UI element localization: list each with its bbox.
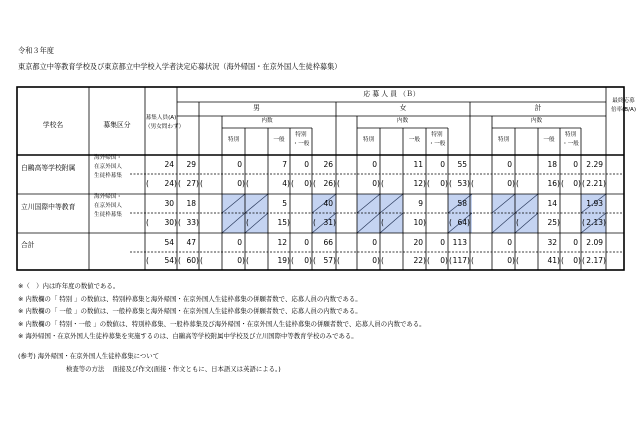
paren-close: ) [423, 256, 426, 265]
paren-open: ( [200, 179, 203, 188]
cell-cur-t_sp: 0 [507, 159, 512, 169]
paren-close: ) [196, 218, 199, 227]
header-female: 女 [399, 104, 407, 112]
fiscal-year: 令和３年度 [18, 46, 54, 55]
paren-close: ) [578, 256, 581, 265]
header-total-sg-1: 特別 [564, 132, 577, 138]
cell-cur-t_sg: 0 [573, 159, 578, 169]
paren-close: ) [423, 179, 426, 188]
cell-cur-m_sp: 0 [237, 159, 242, 169]
paren-open: ( [516, 256, 519, 265]
paren-open: ( [381, 179, 384, 188]
cell-prev-m: 33 [186, 218, 196, 227]
header-category: 募集区分 [103, 121, 131, 129]
paren-open: ( [582, 218, 585, 227]
reference-title: (参考) 海外帰国・在京外国人生徒枠募集について [18, 352, 160, 360]
paren-close: ) [287, 179, 290, 188]
cell-cur-cap: 54 [164, 237, 174, 247]
cell-cur-f_sg: 0 [440, 159, 445, 169]
cell-prev-f: 31 [323, 218, 333, 227]
paren-close: ) [512, 179, 515, 188]
paren-open: ( [313, 256, 316, 265]
reference-method: 検査等の方法 面接及び作文(面接・作文ともに、日本語又は英語による。) [66, 365, 281, 373]
paren-close: ) [445, 179, 448, 188]
row-category-tachikawa-3: 生徒枠募集 [94, 212, 122, 218]
header-female-sg-1: 特別 [431, 132, 443, 138]
header-male-sg-2: ・一般 [292, 141, 310, 147]
paren-close: ) [423, 218, 426, 227]
cell-cur-cap: 30 [164, 198, 174, 208]
row-category-hakuo-2: 在京外国人 [94, 164, 122, 170]
cell-cur-t: 55 [457, 159, 467, 169]
cell-cur-m: 47 [186, 237, 196, 247]
paren-close: ) [174, 218, 177, 227]
paren-close: ) [333, 218, 336, 227]
cell-prev-m_sp: 0 [237, 256, 242, 265]
cell-prev-m: 27 [186, 179, 196, 188]
cell-prev-f_gen: 12 [413, 179, 423, 188]
note-5: ※ 海外帰国・在京外国人生徒枠募集を実施するのは、白鷗高等学校附属中学校及び立川国際中等教育学校のみである。 [18, 332, 358, 340]
cell-prev-t_sp: 0 [507, 256, 512, 265]
paren-close: ) [242, 179, 245, 188]
header-male-general: 一般 [273, 137, 285, 143]
cell-prev-f: 57 [323, 256, 333, 265]
paren-open: ( [471, 179, 474, 188]
paren-open: ( [516, 218, 519, 227]
cell-prev-f_sg: 0 [440, 256, 445, 265]
paren-close: ) [333, 179, 336, 188]
paren-close: ) [333, 256, 336, 265]
header-applicants: 応 募 人 員 （Ｂ） [363, 90, 420, 98]
paren-open: ( [146, 218, 149, 227]
paren-open: ( [381, 256, 384, 265]
note-3: ※ 内数欄の「 一般 」の数値は、一般枠募集と海外帰国・在京外国人生徒枠募集の併願者数で、応募人員の内数である。 [18, 307, 362, 315]
cell-cur-f_gen: 20 [413, 237, 423, 247]
cell-prev-t_gen: 16 [547, 179, 557, 188]
paren-open: ( [246, 256, 249, 265]
header-ratio-1: 最終応募 [612, 98, 635, 104]
cell-prev-f_sp: 0 [372, 179, 377, 188]
paren-open: ( [471, 256, 474, 265]
paren-open: ( [582, 256, 585, 265]
note-4: ※ 内数欄の「 特別・一般 」の数値は、特別枠募集、一般枠募集及び海外帰国・在京外国人生徒枠募集の併願者数で、応募人員の内数である。 [18, 320, 426, 328]
cell-prev-f_gen: 22 [413, 256, 423, 265]
paren-close: ) [467, 179, 470, 188]
header-total-breakdown: 内数 [530, 118, 543, 124]
cell-cur-t: 113 [452, 237, 467, 247]
paren-open: ( [427, 179, 430, 188]
cell-prev-t_gen: 41 [547, 256, 557, 265]
paren-close: ) [578, 179, 581, 188]
paren-open: ( [337, 179, 340, 188]
paren-close: ) [445, 256, 448, 265]
note-2: ※ 内数欄の「 特別 」の数値は、特別枠募集と海外帰国・在京外国人生徒枠募集の併願者数で、応募人員の内数である。 [18, 295, 362, 303]
row-school-total: 合計 [21, 241, 35, 249]
header-total: 計 [534, 104, 542, 112]
header-total-special: 特別 [497, 137, 510, 143]
header-ratio-2: 倍率(B/A) [610, 107, 637, 113]
cell-cur-f_gen: 11 [413, 159, 423, 169]
header-male: 男 [253, 104, 260, 112]
paren-close: ) [377, 179, 380, 188]
paren-close: ) [174, 179, 177, 188]
paren-close: ) [557, 179, 560, 188]
paren-open: ( [449, 218, 452, 227]
cell-cur-t_sp: 0 [507, 237, 512, 247]
paren-open: ( [178, 179, 181, 188]
cell-cur-m_gen: 12 [277, 237, 287, 247]
cell-cur-m_gen: 7 [282, 159, 287, 169]
header-school: 学校名 [42, 121, 64, 129]
paren-open: ( [146, 179, 149, 188]
paren-open: ( [561, 256, 564, 265]
cell-cur-ratio: 1.93 [586, 198, 603, 208]
cell-prev-ratio: 2.13 [586, 218, 603, 227]
cell-prev-m_sg: 0 [304, 256, 309, 265]
cell-prev-m: 60 [186, 256, 196, 265]
cell-cur-f: 40 [323, 198, 333, 208]
paren-open: ( [313, 218, 316, 227]
paren-close: ) [603, 256, 606, 265]
row-category-tachikawa-1: 海外帰国・ [94, 194, 122, 200]
paren-open: ( [246, 179, 249, 188]
paren-open: ( [337, 256, 340, 265]
row-school-hakuo: 白鷗高等学校附属 [21, 164, 76, 172]
paren-open: ( [516, 179, 519, 188]
paren-close: ) [287, 218, 290, 227]
cell-cur-f_sp: 0 [372, 159, 377, 169]
paren-open: ( [449, 179, 452, 188]
header-male-breakdown: 内数 [261, 118, 273, 124]
paren-close: ) [287, 256, 290, 265]
paren-close: ) [557, 218, 560, 227]
row-category-hakuo-3: 生徒枠募集 [94, 173, 122, 179]
cell-prev-cap: 24 [164, 179, 174, 188]
paren-close: ) [377, 256, 380, 265]
paren-open: ( [427, 256, 430, 265]
cell-prev-t_sg: 0 [573, 256, 578, 265]
cell-prev-m_sg: 0 [304, 179, 309, 188]
cell-prev-t_gen: 25 [547, 218, 557, 227]
paren-close: ) [603, 218, 606, 227]
cell-cur-m: 29 [186, 159, 196, 169]
cell-cur-t_sg: 0 [573, 237, 578, 247]
cell-cur-cap: 24 [164, 159, 174, 169]
paren-close: ) [467, 218, 470, 227]
cell-prev-t: 117 [452, 256, 467, 265]
cell-cur-t_gen: 18 [547, 159, 557, 169]
paren-close: ) [242, 256, 245, 265]
cell-cur-f: 26 [323, 159, 333, 169]
paren-open: ( [291, 256, 294, 265]
paren-close: ) [196, 256, 199, 265]
paren-open: ( [381, 218, 384, 227]
paren-close: ) [309, 179, 312, 188]
cell-prev-cap: 30 [164, 218, 174, 227]
cell-prev-ratio: 2.17 [586, 256, 603, 265]
paren-open: ( [561, 179, 564, 188]
paren-open: ( [449, 256, 452, 265]
paren-close: ) [196, 179, 199, 188]
paren-close: ) [309, 256, 312, 265]
header-male-special: 特別 [227, 137, 240, 143]
cell-prev-f_sg: 0 [440, 179, 445, 188]
cell-prev-f_sp: 0 [372, 256, 377, 265]
cell-prev-t: 53 [457, 179, 467, 188]
paren-open: ( [200, 256, 203, 265]
cell-cur-t: 58 [457, 198, 467, 208]
cell-cur-f_gen: 9 [418, 198, 423, 208]
row-school-tachikawa: 立川国際中等教育 [21, 203, 76, 211]
cell-prev-m_gen: 4 [282, 179, 287, 188]
cell-cur-f: 66 [323, 237, 333, 247]
cell-cur-t_gen: 14 [547, 198, 557, 208]
cell-prev-f_gen: 10 [413, 218, 423, 227]
cell-cur-m_sg: 0 [304, 159, 309, 169]
paren-close: ) [557, 256, 560, 265]
row-category-tachikawa-2: 在京外国人 [94, 203, 122, 209]
paren-open: ( [291, 179, 294, 188]
header-male-sg-1: 特別 [295, 132, 307, 138]
cell-cur-m_sp: 0 [237, 237, 242, 247]
cell-prev-m_gen: 15 [277, 218, 287, 227]
paren-open: ( [313, 179, 316, 188]
cell-cur-m_sg: 0 [304, 237, 309, 247]
cell-prev-m_sp: 0 [237, 179, 242, 188]
cell-prev-m_gen: 19 [277, 256, 287, 265]
cell-prev-cap: 54 [164, 256, 174, 265]
cell-prev-t: 64 [457, 218, 467, 227]
header-capacity-2: （男女問わず） [145, 124, 185, 130]
cell-prev-ratio: 2.21 [586, 179, 603, 188]
paren-close: ) [174, 256, 177, 265]
header-female-sg-2: ・一般 [428, 141, 446, 147]
header-female-breakdown: 内数 [396, 118, 409, 124]
cell-cur-ratio: 2.09 [586, 237, 603, 247]
header-female-special: 特別 [362, 137, 375, 143]
header-total-sg-2: ・一般 [562, 141, 579, 147]
header-capacity-1: 募集人員(A) [145, 115, 177, 121]
paren-open: ( [582, 179, 585, 188]
cell-cur-m: 18 [186, 198, 196, 208]
header-total-general: 一般 [543, 137, 555, 143]
cell-prev-t_sg: 0 [573, 179, 578, 188]
paren-close: ) [467, 256, 470, 265]
cell-cur-f_sg: 0 [440, 237, 445, 247]
paren-close: ) [512, 256, 515, 265]
cell-cur-m_gen: 5 [282, 198, 287, 208]
paren-open: ( [146, 256, 149, 265]
paren-open: ( [178, 218, 181, 227]
paren-open: ( [178, 256, 181, 265]
paren-close: ) [603, 179, 606, 188]
document-title: 東京都立中等教育学校及び東京都立中学校入学者決定応募状況（海外帰国・在京外国人生徒枠募集） [18, 62, 342, 71]
cell-cur-ratio: 2.29 [586, 159, 603, 169]
cell-prev-f: 26 [323, 179, 333, 188]
row-category-hakuo-1: 海外帰国・ [94, 155, 122, 161]
note-1: ※（ ）内は昨年度の数値である。 [18, 282, 120, 290]
cell-cur-f_sp: 0 [372, 237, 377, 247]
paren-open: ( [246, 218, 249, 227]
header-female-general: 一般 [408, 137, 421, 143]
cell-prev-t_sp: 0 [507, 179, 512, 188]
cell-cur-t_gen: 32 [547, 237, 557, 247]
